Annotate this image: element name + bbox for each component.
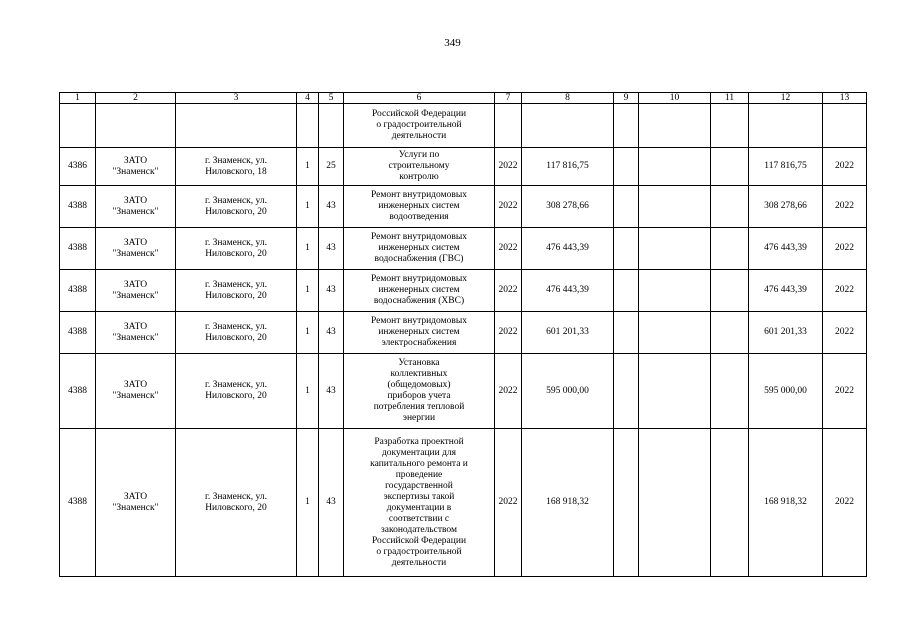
address: г. Знаменск, ул. Ниловского, 20 [176, 270, 297, 312]
col-11-value [711, 429, 749, 577]
col-4-value: 1 [297, 270, 319, 312]
row-number: 4386 [60, 148, 96, 186]
page-number: 349 [444, 37, 461, 49]
col-9-value [614, 429, 639, 577]
cost-amount: 476 443,39 [749, 270, 823, 312]
table-row [60, 186, 867, 228]
completion-year: 2022 [823, 270, 867, 312]
completion-year: 2022 [823, 228, 867, 270]
header-cell: 12 [749, 93, 823, 104]
year: 2022 [495, 228, 522, 270]
cost-amount: 117 816,75 [749, 148, 823, 186]
empty-cell [319, 104, 344, 148]
col-4-value: 1 [297, 429, 319, 577]
address: г. Знаменск, ул. Ниловского, 18 [176, 148, 297, 186]
completion-year: 2022 [823, 148, 867, 186]
table-row [60, 354, 867, 429]
empty-cell [823, 104, 867, 148]
row-number: 4388 [60, 429, 96, 577]
header-cell: 4 [297, 93, 319, 104]
col-11-value [711, 148, 749, 186]
row-number: 4388 [60, 186, 96, 228]
col-10-value [639, 312, 711, 354]
header-cell: 9 [614, 93, 639, 104]
empty-cell [749, 104, 823, 148]
col-10-value [639, 354, 711, 429]
col-5-value: 43 [319, 228, 344, 270]
municipality: ЗАТО "Знаменск" [96, 270, 176, 312]
municipality: ЗАТО "Знаменск" [96, 312, 176, 354]
row-number: 4388 [60, 354, 96, 429]
year: 2022 [495, 429, 522, 577]
header-cell: 10 [639, 93, 711, 104]
header-cell: 6 [344, 93, 495, 104]
empty-cell [614, 104, 639, 148]
empty-cell [711, 104, 749, 148]
empty-cell [495, 104, 522, 148]
col-5-value: 43 [319, 270, 344, 312]
header-cell: 5 [319, 93, 344, 104]
empty-cell [60, 104, 96, 148]
completion-year: 2022 [823, 354, 867, 429]
col-10-value [639, 429, 711, 577]
col-9-value [614, 228, 639, 270]
empty-cell [96, 104, 176, 148]
col-4-value: 1 [297, 148, 319, 186]
work-description: Ремонт внутридомовых инженерных систем водоснабжения (ГВС) [344, 228, 495, 270]
continuation-row [60, 104, 867, 148]
col-4-value: 1 [297, 354, 319, 429]
total-cost: 168 918,32 [522, 429, 614, 577]
col-5-value: 43 [319, 312, 344, 354]
total-cost: 476 443,39 [522, 270, 614, 312]
empty-cell [297, 104, 319, 148]
col-11-value [711, 354, 749, 429]
empty-cell [639, 104, 711, 148]
cost-amount: 168 918,32 [749, 429, 823, 577]
col-11-value [711, 228, 749, 270]
col-10-value [639, 228, 711, 270]
col-9-value [614, 186, 639, 228]
municipality: ЗАТО "Знаменск" [96, 148, 176, 186]
col-4-value: 1 [297, 312, 319, 354]
table-row [60, 312, 867, 354]
completion-year: 2022 [823, 429, 867, 577]
cost-amount: 476 443,39 [749, 228, 823, 270]
work-description: Российской Федерации о градостроительной деятельности [344, 104, 495, 148]
municipality: ЗАТО "Знаменск" [96, 228, 176, 270]
cost-amount: 601 201,33 [749, 312, 823, 354]
work-description: Разработка проектной документации для капитального ремонта и проведение государственной экспертизы такой документации в соответствии с законодательством Российской Федерации о градостроительной деятельности [344, 429, 495, 577]
col-5-value: 25 [319, 148, 344, 186]
row-number: 4388 [60, 270, 96, 312]
col-10-value [639, 270, 711, 312]
col-9-value [614, 270, 639, 312]
col-9-value [614, 312, 639, 354]
total-cost: 308 278,66 [522, 186, 614, 228]
col-4-value: 1 [297, 228, 319, 270]
address: г. Знаменск, ул. Ниловского, 20 [176, 312, 297, 354]
completion-year: 2022 [823, 312, 867, 354]
year: 2022 [495, 354, 522, 429]
address: г. Знаменск, ул. Ниловского, 20 [176, 228, 297, 270]
address: г. Знаменск, ул. Ниловского, 20 [176, 354, 297, 429]
column-number-row [60, 93, 867, 104]
header-cell: 2 [96, 93, 176, 104]
col-4-value: 1 [297, 186, 319, 228]
work-description: Ремонт внутридомовых инженерных систем водоснабжения (ХВС) [344, 270, 495, 312]
col-5-value: 43 [319, 186, 344, 228]
header-cell: 13 [823, 93, 867, 104]
col-11-value [711, 186, 749, 228]
table-row [60, 270, 867, 312]
year: 2022 [495, 312, 522, 354]
year: 2022 [495, 148, 522, 186]
header-cell: 1 [60, 93, 96, 104]
total-cost: 595 000,00 [522, 354, 614, 429]
cost-amount: 595 000,00 [749, 354, 823, 429]
header-cell: 11 [711, 93, 749, 104]
header-cell: 8 [522, 93, 614, 104]
year: 2022 [495, 186, 522, 228]
work-description: Услуги по строительному контролю [344, 148, 495, 186]
program-table [59, 92, 867, 577]
address: г. Знаменск, ул. Ниловского, 20 [176, 186, 297, 228]
cost-amount: 308 278,66 [749, 186, 823, 228]
total-cost: 117 816,75 [522, 148, 614, 186]
municipality: ЗАТО "Знаменск" [96, 354, 176, 429]
col-9-value [614, 354, 639, 429]
col-5-value: 43 [319, 354, 344, 429]
col-9-value [614, 148, 639, 186]
row-number: 4388 [60, 312, 96, 354]
col-10-value [639, 148, 711, 186]
table-row [60, 429, 867, 577]
col-10-value [639, 186, 711, 228]
total-cost: 476 443,39 [522, 228, 614, 270]
address: г. Знаменск, ул. Ниловского, 20 [176, 429, 297, 577]
header-cell: 7 [495, 93, 522, 104]
col-11-value [711, 270, 749, 312]
work-description: Ремонт внутридомовых инженерных систем электроснабжения [344, 312, 495, 354]
table-row [60, 148, 867, 186]
header-cell: 3 [176, 93, 297, 104]
empty-cell [176, 104, 297, 148]
completion-year: 2022 [823, 186, 867, 228]
municipality: ЗАТО "Знаменск" [96, 186, 176, 228]
row-number: 4388 [60, 228, 96, 270]
work-description: Ремонт внутридомовых инженерных систем водоотведения [344, 186, 495, 228]
table-row [60, 228, 867, 270]
col-5-value: 43 [319, 429, 344, 577]
col-11-value [711, 312, 749, 354]
municipality: ЗАТО "Знаменск" [96, 429, 176, 577]
empty-cell [522, 104, 614, 148]
total-cost: 601 201,33 [522, 312, 614, 354]
work-description: Установка коллективных (общедомовых) приборов учета потребления тепловой энергии [344, 354, 495, 429]
year: 2022 [495, 270, 522, 312]
